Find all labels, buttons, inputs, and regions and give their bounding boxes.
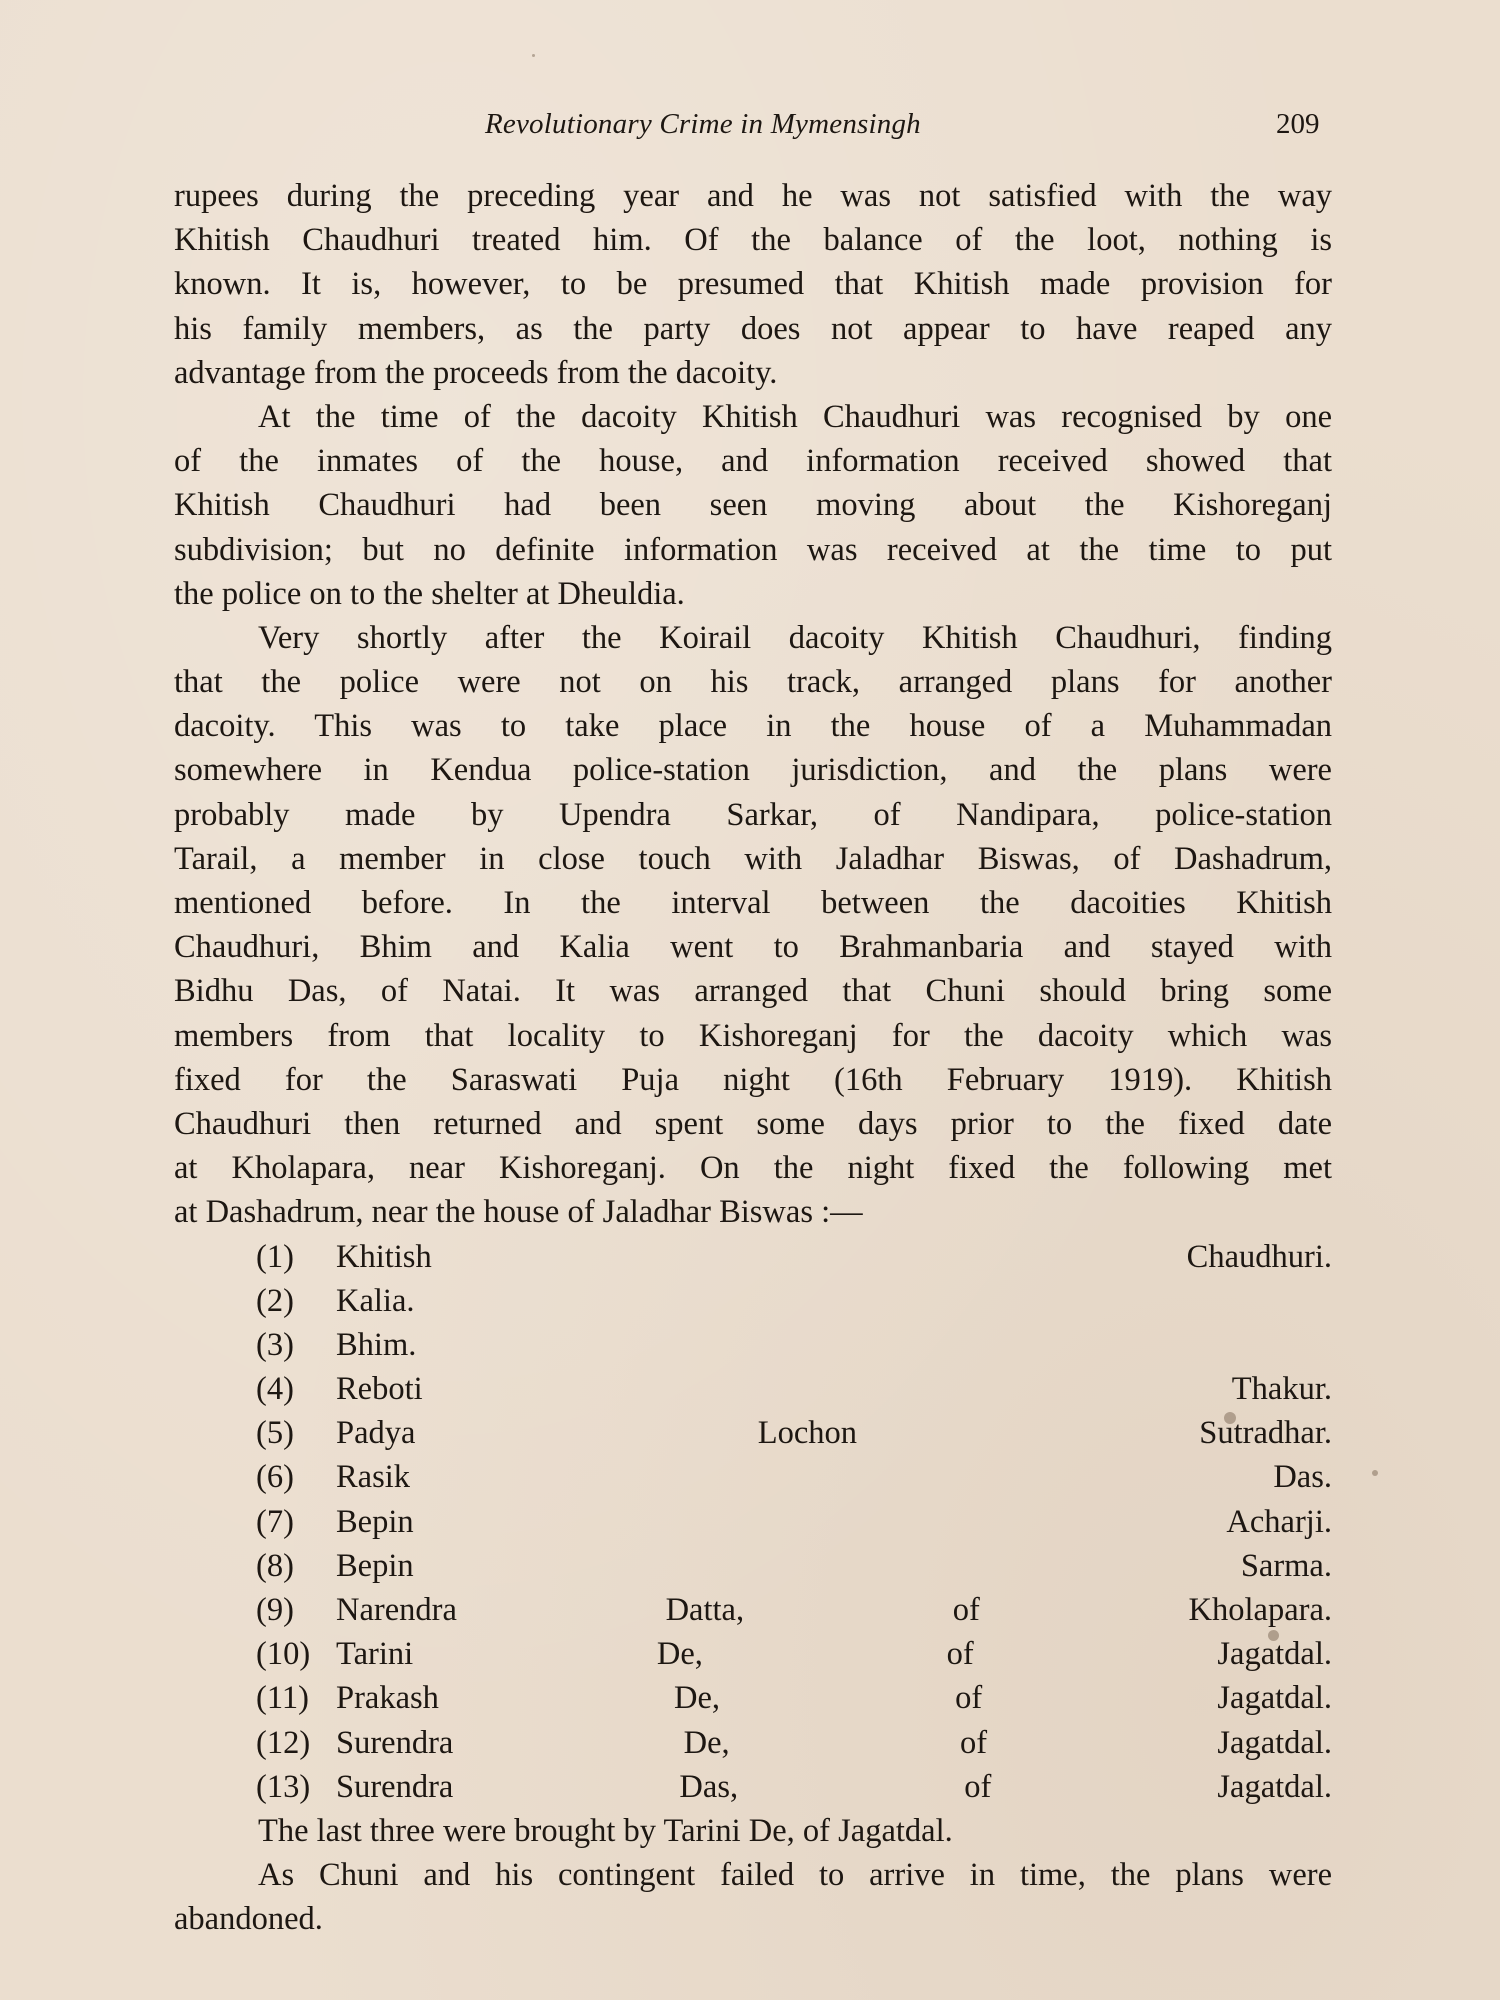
list-number: (6) [256, 1459, 294, 1496]
member-name: Narendra Datta, of Kholapara. [336, 1592, 1332, 1628]
member-list [174, 1235, 1332, 1809]
member-name: Surendra Das, of Jagatdal. [336, 1768, 1332, 1805]
list-item [174, 1279, 1332, 1323]
list-number: (12) [256, 1724, 311, 1761]
member-name: Surendra De, of Jagatdal. [336, 1724, 1332, 1761]
body-text [174, 174, 1332, 1942]
text-line: known. It is, however, to be presumed that Khitish made provision for [174, 266, 1332, 303]
paper-speck [1268, 1630, 1279, 1641]
member-name: Prakash De, of Jagatdal. [336, 1680, 1332, 1717]
list-number: (8) [256, 1547, 294, 1584]
text-line: Chaudhuri, Bhim and Kalia went to Brahmanbaria and stayed with [174, 929, 1332, 966]
text-line: abandoned. [174, 1901, 323, 1938]
text-line: Khitish Chaudhuri had been seen moving about the Kishoreganj [174, 487, 1332, 524]
list-number: (9) [256, 1592, 294, 1628]
text-line: Bidhu Das, of Natai. It was arranged that Chuni should bring some [174, 973, 1332, 1010]
member-name: Bepin Sarma. [336, 1547, 1332, 1584]
paper-speck [532, 54, 535, 57]
text-line: As Chuni and his contingent failed to arrive in time, the plans were [258, 1857, 1332, 1894]
text-line: probably made by Upendra Sarkar, of Nandipara, police-station [174, 796, 1332, 833]
list-number: (5) [256, 1415, 294, 1452]
member-name: Padya Lochon Sutradhar. [336, 1415, 1332, 1452]
paragraph-3 [174, 616, 1332, 1235]
member-name: Reboti Thakur. [336, 1371, 1332, 1408]
text-line: at Kholapara, near Kishoreganj. On the night fixed the following met [174, 1150, 1332, 1187]
list-item [174, 1588, 1332, 1632]
paragraph-5 [174, 1853, 1332, 1941]
paper-speck [1372, 1470, 1378, 1476]
text-line: The last three were brought by Tarini De, of Jagatdal. [258, 1812, 953, 1849]
text-line: dacoity. This was to take place in the house of a Muhammadan [174, 708, 1332, 745]
paragraph-4 [174, 1809, 1332, 1853]
list-number: (2) [256, 1282, 294, 1319]
list-item [174, 1765, 1332, 1809]
member-name: Tarini De, of Jagatdal. [336, 1636, 1332, 1673]
list-number: (13) [256, 1768, 311, 1805]
list-number: (11) [256, 1680, 309, 1717]
list-item [174, 1632, 1332, 1676]
text-line: somewhere in Kendua police-station jurisdiction, and the plans were [174, 752, 1332, 789]
running-title: Revolutionary Crime in Mymensingh [485, 108, 921, 140]
paragraph-1 [174, 174, 1332, 395]
text-line: his family members, as the party does not appear to have reaped any [174, 310, 1332, 347]
paper-speck [1224, 1412, 1236, 1424]
member-name: Kalia. [336, 1282, 415, 1319]
text-line: Tarail, a member in close touch with Jaladhar Biswas, of Dashadrum, [174, 840, 1332, 877]
text-line: advantage from the proceeds from the dacoity. [174, 354, 778, 391]
list-number: (3) [256, 1326, 294, 1363]
text-line: mentioned before. In the interval between the dacoities Khitish [174, 885, 1332, 921]
text-line: Very shortly after the Koirail dacoity Khitish Chaudhuri, finding [258, 619, 1332, 656]
text-line: rupees during the preceding year and he was not satisfied with the way [174, 178, 1332, 214]
text-line: of the inmates of the house, and information received showed that [174, 443, 1332, 480]
member-name: Rasik Das. [336, 1459, 1332, 1496]
text-line: members from that locality to Kishoreganj for the dacoity which was [174, 1017, 1332, 1054]
member-name: Khitish Chaudhuri. [336, 1238, 1332, 1275]
list-number: (4) [256, 1371, 294, 1408]
list-item [174, 1500, 1332, 1544]
list-item [174, 1367, 1332, 1411]
text-line: that the police were not on his track, arranged plans for another [174, 664, 1332, 701]
text-line: Chaudhuri then returned and spent some days prior to the fixed date [174, 1105, 1332, 1142]
list-item [174, 1544, 1332, 1588]
list-item [174, 1235, 1332, 1279]
member-name: Bepin Acharji. [336, 1503, 1332, 1540]
list-item [174, 1676, 1332, 1720]
list-number: (7) [256, 1503, 294, 1540]
list-item [174, 1323, 1332, 1367]
list-item [174, 1721, 1332, 1765]
member-name: Bhim. [336, 1326, 417, 1363]
list-item [174, 1411, 1332, 1455]
text-line: subdivision; but no definite information was received at the time to put [174, 531, 1332, 568]
list-item [174, 1455, 1332, 1499]
text-line: fixed for the Saraswati Puja night (16th February 1919). Khitish [174, 1061, 1332, 1098]
page-header [0, 108, 1500, 152]
text-line: the police on to the shelter at Dheuldia. [174, 575, 685, 612]
text-line: at Dashadrum, near the house of Jaladhar Biswas :— [174, 1194, 863, 1231]
page-number: 209 [1276, 108, 1320, 140]
text-line: Khitish Chaudhuri treated him. Of the balance of the loot, nothing is [174, 222, 1332, 259]
list-number: (1) [256, 1238, 294, 1275]
paragraph-2 [174, 395, 1332, 616]
text-line: At the time of the dacoity Khitish Chaudhuri was recognised by one [258, 398, 1332, 435]
list-number: (10) [256, 1636, 311, 1673]
